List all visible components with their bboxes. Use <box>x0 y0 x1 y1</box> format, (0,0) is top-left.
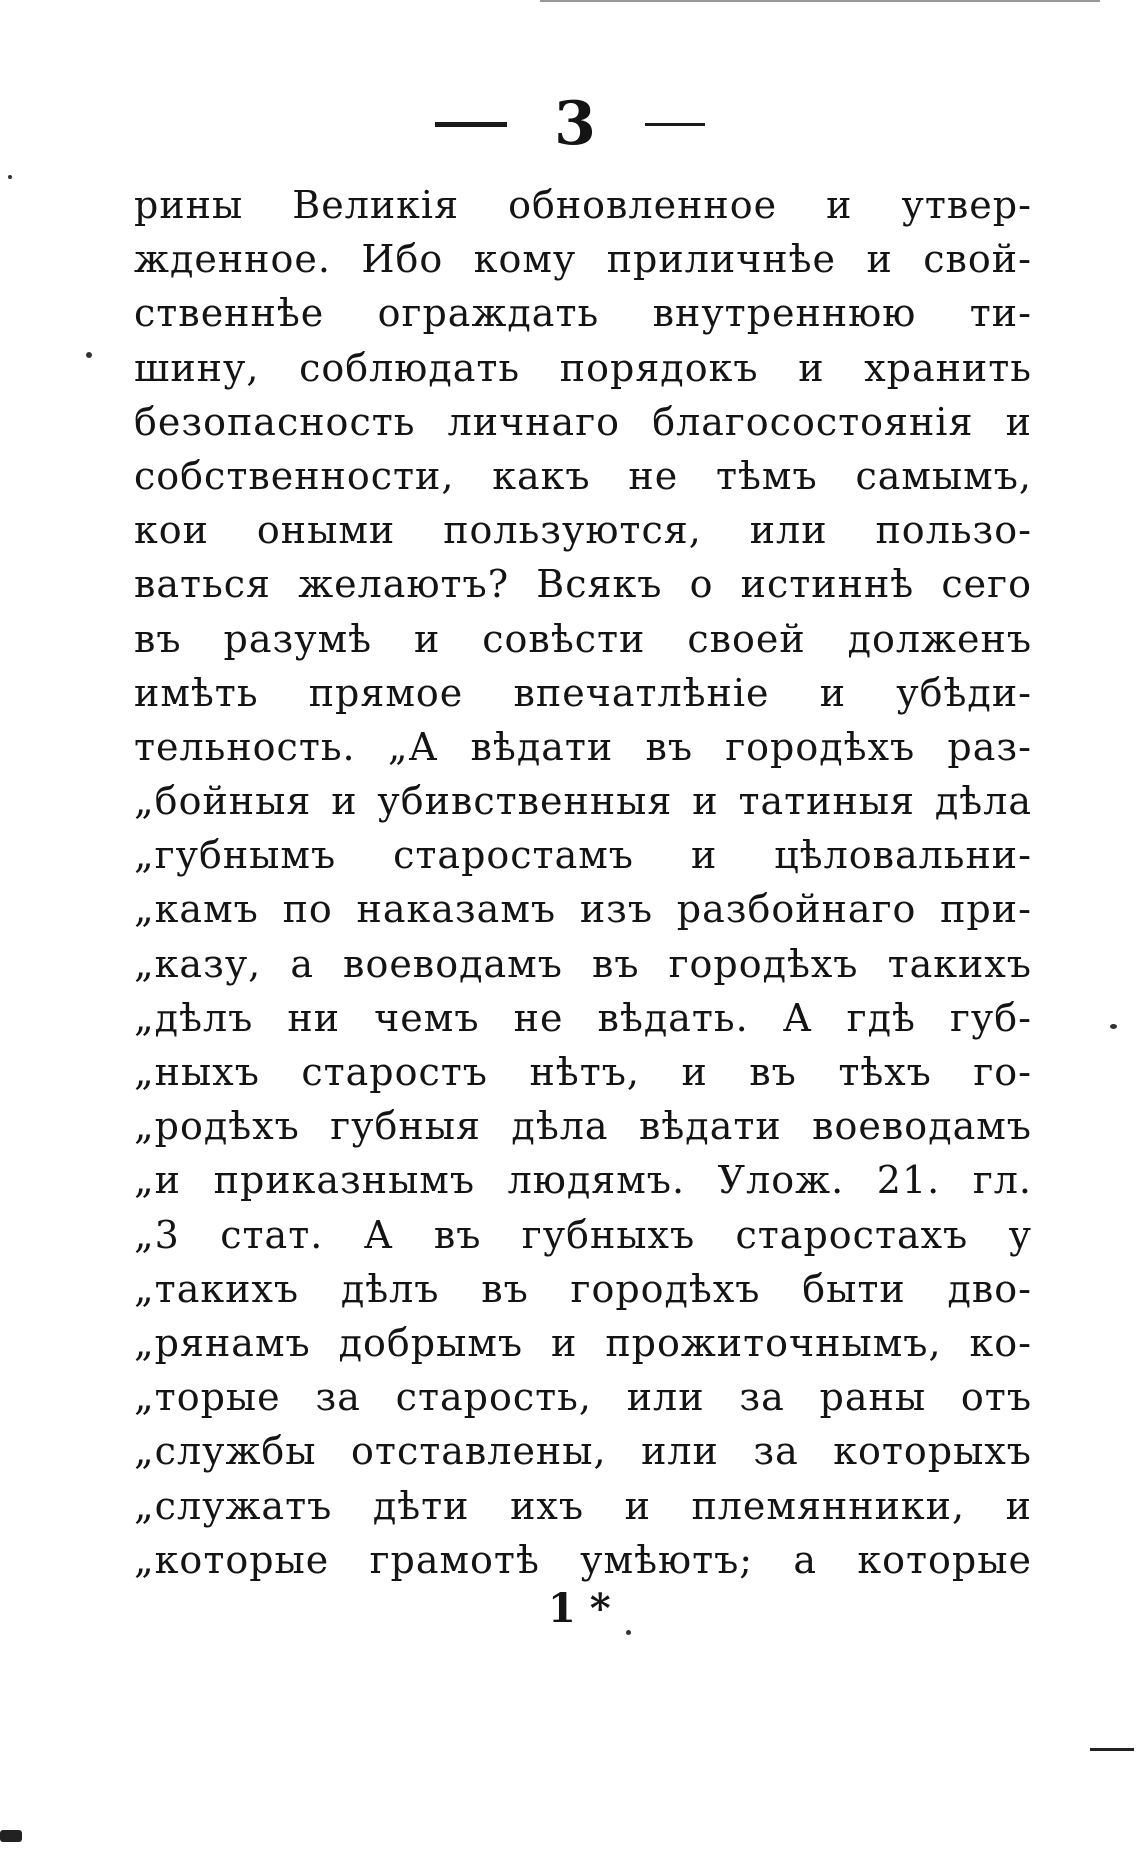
word: благосостоянія <box>652 399 974 444</box>
word: и <box>331 779 358 824</box>
word: по <box>282 887 333 932</box>
word: вѣдати <box>470 724 614 769</box>
word: совѣсти <box>482 616 646 661</box>
word: ти- <box>969 291 1032 336</box>
word: прямое <box>308 670 464 715</box>
text-line <box>134 666 1032 720</box>
word: убѣди- <box>896 670 1032 715</box>
word: отставлены, <box>351 1429 607 1474</box>
word: пользуются, <box>443 508 702 553</box>
word: въ <box>134 616 182 661</box>
word: раз- <box>947 724 1032 769</box>
word: „бойныя <box>134 779 312 824</box>
word: тѣхъ <box>838 1050 932 1094</box>
word: старостъ <box>301 1050 488 1094</box>
body-text <box>134 178 1032 1587</box>
text-line <box>134 286 1032 340</box>
word: 21. <box>876 1158 941 1203</box>
word: гдѣ <box>846 995 916 1040</box>
word: „казу, <box>134 941 262 986</box>
text-line <box>134 232 1032 286</box>
word: такихъ <box>887 941 1032 986</box>
text-line <box>134 828 1032 882</box>
word: убивственныя <box>377 779 673 824</box>
text-line <box>134 720 1032 774</box>
word: соблюдать <box>299 345 521 390</box>
word: о <box>689 562 714 607</box>
word: „и <box>134 1158 182 1203</box>
word: шину, <box>134 345 260 390</box>
text-line <box>134 449 1032 503</box>
text-line <box>134 1045 1032 1099</box>
word: дѣла <box>511 1104 609 1149</box>
text-line <box>134 991 1032 1045</box>
word: личнаго <box>447 399 620 444</box>
word: цѣловальни- <box>774 833 1032 878</box>
word: или <box>641 1429 719 1474</box>
word: и <box>624 1483 651 1528</box>
word: желаютъ? <box>298 562 510 607</box>
word: за <box>315 1375 361 1420</box>
word: въ <box>645 724 694 769</box>
text-line <box>134 395 1032 449</box>
word: или <box>749 508 828 553</box>
word: людямъ. <box>507 1158 686 1203</box>
word: изъ <box>579 887 654 932</box>
word: пользо- <box>875 508 1032 553</box>
word: старостахъ <box>735 1212 969 1257</box>
word: самымъ, <box>855 453 1032 498</box>
word: не <box>628 453 679 498</box>
word: дѣлъ <box>340 1266 440 1311</box>
word: и <box>819 670 847 715</box>
word: у <box>1008 1212 1032 1257</box>
word: и <box>1005 399 1032 444</box>
word: „ныхъ <box>134 1050 260 1094</box>
text-line <box>134 774 1032 828</box>
word: кому <box>473 237 577 282</box>
word: а <box>290 941 314 986</box>
word: „торые <box>134 1375 281 1420</box>
word: Всякъ <box>536 562 663 607</box>
word: „А <box>387 724 439 769</box>
word: ко- <box>969 1320 1032 1365</box>
word: за <box>739 1375 785 1420</box>
word: которыхъ <box>833 1429 1032 1474</box>
word: и <box>681 1050 708 1094</box>
word: „губнымъ <box>134 833 337 878</box>
text-line <box>134 1316 1032 1370</box>
margin-mark-bottom-right <box>1090 1748 1134 1751</box>
word: рины <box>134 183 244 227</box>
word: ихъ <box>510 1483 585 1528</box>
word: и <box>798 345 825 390</box>
word: А <box>363 1212 394 1257</box>
signature-mark: 1 * <box>548 1585 611 1632</box>
word: го- <box>973 1050 1032 1094</box>
word: своей <box>687 616 806 661</box>
page-header <box>0 85 1140 159</box>
text-line <box>134 178 1032 232</box>
word: вѣдать. <box>597 995 749 1040</box>
word: истиннѣ <box>740 562 915 607</box>
word: собственности, <box>134 453 455 498</box>
word: и <box>414 616 441 661</box>
word: свой- <box>923 237 1032 282</box>
word: наказамъ <box>356 887 557 932</box>
word: какъ <box>492 453 591 498</box>
print-speck <box>626 1630 631 1635</box>
print-speck <box>86 352 92 358</box>
print-speck <box>1110 1024 1117 1029</box>
word: не <box>513 995 564 1040</box>
text-line <box>134 1479 1032 1533</box>
word: и <box>866 237 893 282</box>
word: въ <box>749 1050 797 1094</box>
header-dash-left <box>435 122 507 127</box>
word: Улож. <box>717 1158 845 1203</box>
word: внутреннюю <box>652 291 917 336</box>
word: за <box>753 1429 799 1474</box>
text-line <box>134 937 1032 991</box>
word: тѣмъ <box>715 453 818 498</box>
word: гл. <box>972 1158 1032 1203</box>
page-number: 3 <box>554 89 598 160</box>
word: оными <box>256 508 396 553</box>
word: долженъ <box>847 616 1032 661</box>
word: чемъ <box>374 995 480 1040</box>
word: Ибо <box>361 237 444 282</box>
word: утвер- <box>901 183 1032 227</box>
word: при- <box>940 887 1032 932</box>
word: и <box>826 183 853 227</box>
word: или <box>626 1375 705 1420</box>
word: „служатъ <box>134 1483 333 1528</box>
word: хранить <box>864 345 1032 390</box>
word: въ <box>591 941 640 986</box>
word: племянники, <box>691 1483 966 1528</box>
text-line <box>134 503 1032 557</box>
word: впечатлѣніе <box>513 670 770 715</box>
word: воеводамъ <box>812 1104 1032 1149</box>
word: прожиточнымъ, <box>605 1320 942 1365</box>
word: и <box>551 1320 578 1365</box>
word: губ- <box>950 995 1032 1040</box>
word: грамотѣ <box>369 1537 540 1582</box>
word: „камъ <box>134 887 259 932</box>
word: въ <box>433 1212 482 1257</box>
word: ваться <box>134 562 272 607</box>
text-line <box>134 1099 1032 1153</box>
word: ни <box>287 995 341 1040</box>
word: жденное. <box>134 237 331 282</box>
word: старость, <box>395 1375 592 1420</box>
word: ограждать <box>377 291 600 336</box>
word: умѣютъ; <box>580 1537 754 1582</box>
word: и <box>692 779 719 824</box>
word: татиныя <box>738 779 916 824</box>
word: городѣхъ <box>668 941 859 986</box>
word: порядокъ <box>559 345 759 390</box>
word: имѣть <box>134 670 259 715</box>
word: отъ <box>960 1375 1032 1420</box>
word: воеводамъ <box>343 941 563 986</box>
text-line <box>134 882 1032 936</box>
word: разбойнаго <box>676 887 917 932</box>
word: „дѣлъ <box>134 995 254 1040</box>
word: дво- <box>947 1266 1032 1311</box>
word: старостамъ <box>393 833 634 878</box>
word: стат. <box>220 1212 324 1257</box>
word: „3 <box>134 1212 180 1257</box>
word: губныя <box>330 1104 481 1149</box>
margin-mark-top <box>540 0 1100 2</box>
word: „службы <box>134 1429 317 1474</box>
word: дѣла <box>934 779 1032 824</box>
word: сего <box>941 562 1032 607</box>
word: разумѣ <box>223 616 373 661</box>
word: „которые <box>134 1537 330 1582</box>
text-line <box>134 1153 1032 1207</box>
word: „рянамъ <box>134 1320 311 1365</box>
word: обновленное <box>508 183 778 227</box>
word: быти <box>802 1266 906 1311</box>
word: губныхъ <box>521 1212 696 1257</box>
header-dash-right <box>645 123 705 126</box>
word: и <box>690 833 718 878</box>
word: А <box>782 995 813 1040</box>
word: „такихъ <box>134 1266 300 1311</box>
word: городѣхъ <box>725 724 916 769</box>
word: ственнѣе <box>134 291 325 336</box>
print-speck <box>8 175 12 179</box>
word: приказнымъ <box>213 1158 476 1203</box>
text-line <box>134 1424 1032 1478</box>
word: вѣдати <box>638 1104 782 1149</box>
word: приличнѣе <box>606 237 837 282</box>
word: городѣхъ <box>570 1266 761 1311</box>
word: Великія <box>292 183 460 227</box>
text-line <box>134 1370 1032 1424</box>
word: въ <box>481 1266 529 1311</box>
text-line <box>134 612 1032 666</box>
word: дѣти <box>372 1483 470 1528</box>
text-line <box>134 557 1032 611</box>
word: раны <box>819 1375 927 1420</box>
word: а <box>793 1537 818 1582</box>
word: безопасность <box>134 399 416 444</box>
word: добрымъ <box>338 1320 524 1365</box>
text-line <box>134 341 1032 395</box>
word: и <box>1005 1483 1032 1528</box>
word: которые <box>857 1537 1032 1582</box>
word: кои <box>134 508 209 553</box>
word: нѣтъ, <box>529 1050 640 1094</box>
margin-mark-bottom-left <box>0 1830 22 1842</box>
text-line <box>134 1262 1032 1316</box>
text-line <box>134 1208 1032 1262</box>
word: „родѣхъ <box>134 1104 300 1149</box>
word: тельность. <box>134 724 356 769</box>
text-line <box>134 1533 1032 1587</box>
